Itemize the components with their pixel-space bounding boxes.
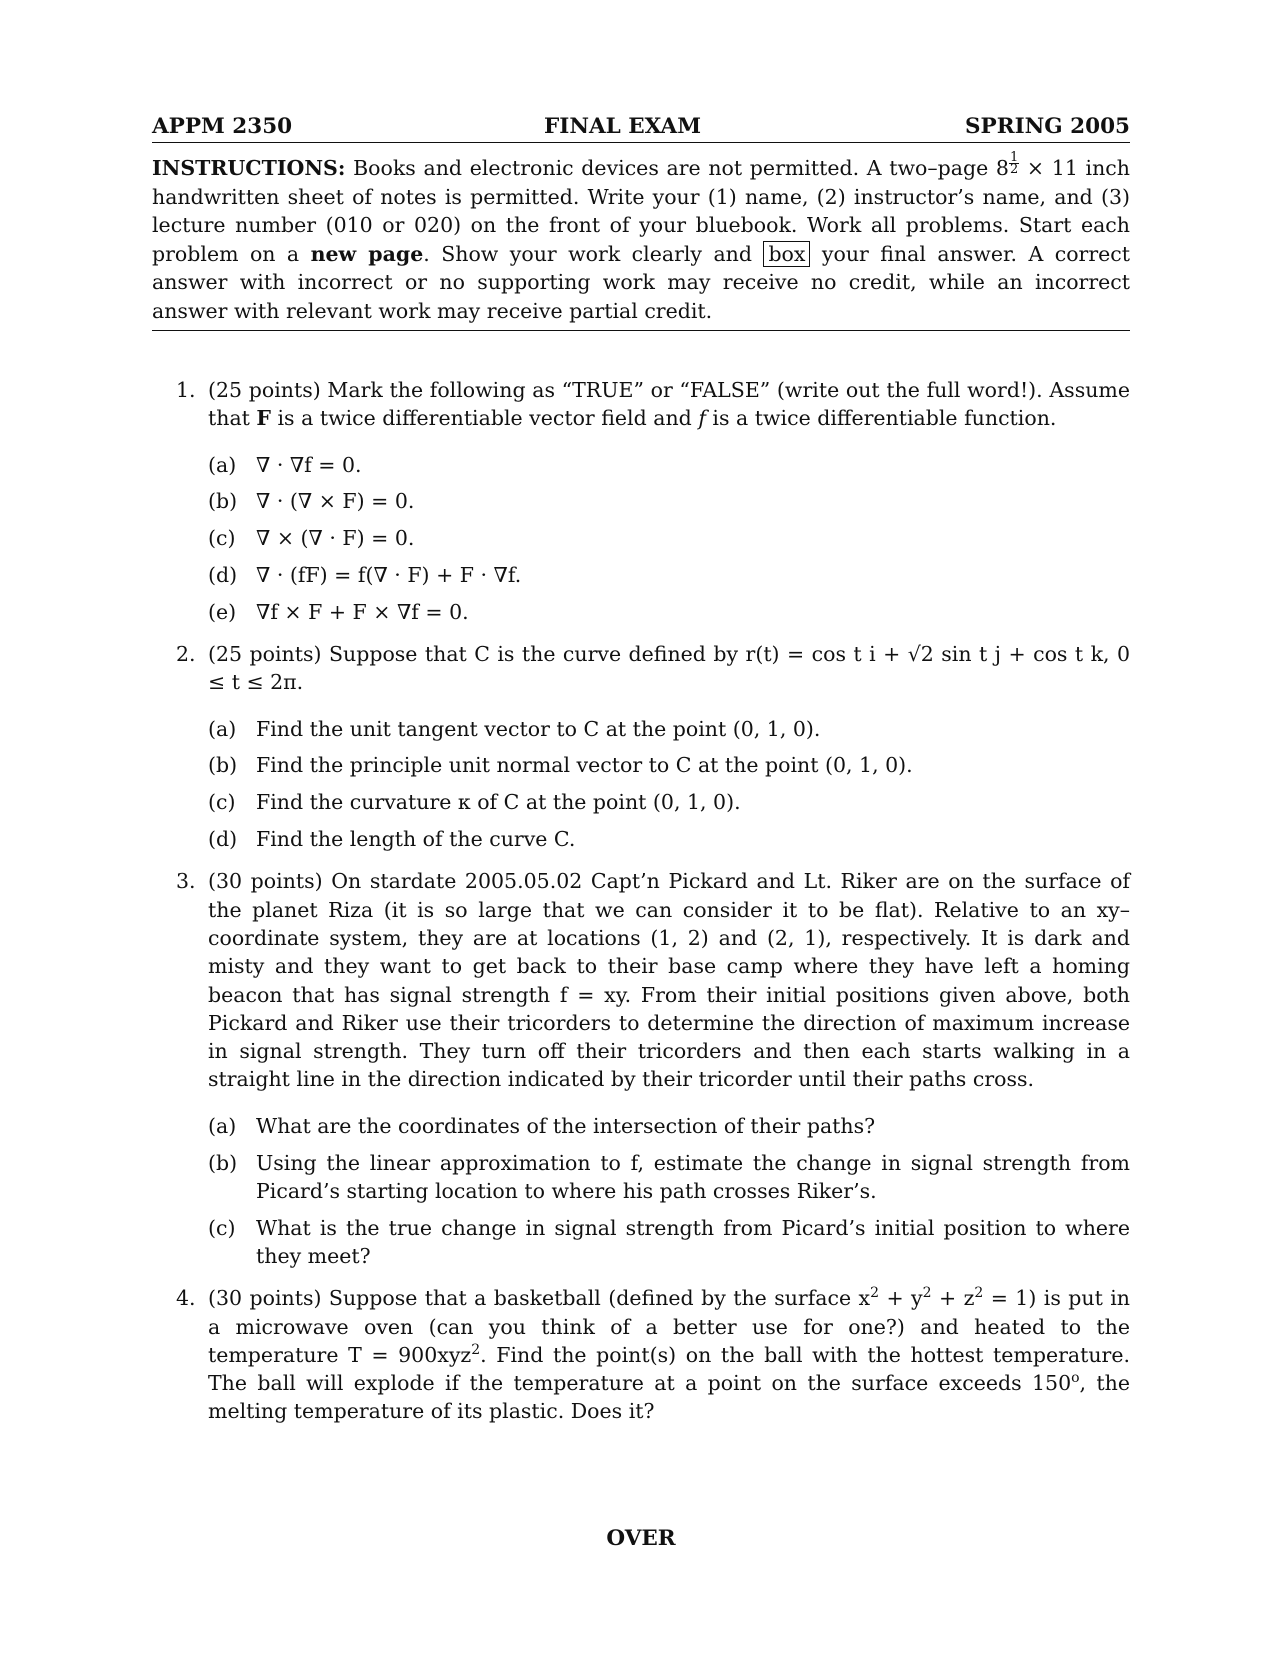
problem-part — [208, 524, 1130, 552]
instructions-text-1: Books and electronic devices are not permitted. A two–page 8 — [345, 156, 1009, 180]
problem-part — [208, 1214, 1130, 1271]
problem-text — [208, 1284, 1130, 1425]
problem-part — [208, 751, 1130, 779]
problem-part — [208, 1112, 1130, 1140]
part-label: (a) — [208, 1113, 237, 1138]
problem-2 — [152, 640, 1130, 853]
problem-text — [208, 376, 1130, 433]
part-label: (e) — [208, 599, 237, 624]
exponent: 2 — [870, 1285, 880, 1302]
instructions-label: INSTRUCTIONS: — [152, 156, 346, 180]
instructions-text-4: your final answer. A correct answer with incorrect or no supporting work may receive no credit, while an incorrect answer with relevant work may receive partial credit. — [152, 241, 1130, 323]
fraction-numerator: 1 — [1009, 150, 1019, 165]
part-label: (b) — [208, 1150, 238, 1175]
part-text: ∇ · (∇ × F) = 0. — [256, 489, 415, 514]
course-code: APPM 2350 — [152, 114, 293, 139]
problem-text-part: + z — [931, 1286, 975, 1311]
part-label: (c) — [208, 526, 236, 551]
exam-title: FINAL EXAM — [544, 114, 702, 139]
part-text: Find the curvature κ of C at the point (0, 1, 0). — [256, 790, 741, 815]
part-text: ∇ · ∇f = 0. — [256, 452, 362, 477]
problem-4 — [152, 1284, 1130, 1425]
problem-text-part: is a twice differentiable function. — [705, 406, 1057, 431]
problem-text: (25 points) Suppose that C is the curve defined by r(t) = cos t i + √2 sin t j + cos t k, 0 ≤ t ≤ 2π. — [208, 642, 1130, 695]
problems-list — [152, 376, 1130, 1426]
problem-1 — [152, 376, 1130, 626]
problem-number: 4. — [176, 1286, 196, 1311]
part-text: Find the unit tangent vector to C at the point (0, 1, 0). — [256, 716, 821, 741]
part-text: ∇f × F + F × ∇f = 0. — [256, 599, 469, 624]
part-text: What is the true change in signal strength from Picard’s initial position to where they meet? — [256, 1215, 1130, 1268]
problem-parts — [208, 451, 1130, 626]
problem-number: 3. — [176, 869, 196, 894]
function-symbol: f — [698, 406, 706, 431]
instructions-block — [152, 152, 1130, 331]
instructions-text-2: × 11 inch handwritten sheet of notes is permitted. Write your (1) name, (2) instructor’s name, and (3) lecture number (010 or 020) on the front of your bluebook. Work all problems. Start each problem on a — [152, 156, 1130, 266]
degree-superscript: o — [1071, 1370, 1080, 1387]
problem-text-part: , the melting temperature of its plastic. Does it? — [208, 1371, 1130, 1424]
part-label: (b) — [208, 753, 238, 778]
exam-header — [152, 112, 1130, 143]
problem-part — [208, 1149, 1130, 1206]
problem-text-part: (30 points) Suppose that a basketball (defined by the surface x — [208, 1286, 871, 1311]
problem-part — [208, 788, 1130, 816]
problem-text-part: . Find the point(s) on the ball with the hottest temperature. The ball will explode if the temperature at a point on the surface exceeds 150 — [208, 1342, 1130, 1396]
part-label: (b) — [208, 489, 238, 514]
part-label: (c) — [208, 1215, 236, 1240]
problem-text: (30 points) On stardate 2005.05.02 Capt’n Pickard and Lt. Riker are on the surface of the planet Riza (it is so large that we can consider it to be flat). Relative to an xy–coordinate system, they are at locations (1, 2) and (2, 1), respectively. It is dark and misty and they want to get back to their base camp where they have left a homing beacon that has signal strength f = xy. From their initial positions given above, both Pickard and Riker use their tricorders to determine the direction of maximum increase in signal strength. They turn off their tricorders and then each starts walking in a straight line in the direction indicated by their tricorder until their paths cross. — [208, 869, 1130, 1092]
vector-field-symbol: F — [256, 406, 271, 431]
problem-number: 2. — [176, 642, 196, 667]
over-footer: OVER — [606, 1526, 676, 1551]
problem-number: 1. — [176, 378, 196, 402]
problem-part — [208, 715, 1130, 743]
exponent: 2 — [922, 1285, 932, 1302]
part-label: (a) — [208, 452, 237, 477]
problem-text-part: = 1) is put in a microwave oven (can you think of a better use for one?) and heated to the temperature T = 900xyz — [208, 1286, 1130, 1367]
exam-term: SPRING 2005 — [965, 114, 1130, 139]
part-label: (d) — [208, 562, 238, 587]
problem-text-part: is a twice differentiable vector field and — [270, 406, 699, 431]
problem-part — [208, 451, 1130, 479]
fraction-half — [1009, 152, 1019, 175]
boxed-word: box — [763, 241, 810, 267]
part-text: Find the principle unit normal vector to C at the point (0, 1, 0). — [256, 753, 913, 778]
part-label: (a) — [208, 716, 237, 741]
problem-parts — [208, 715, 1130, 854]
problem-part — [208, 561, 1130, 589]
part-text: ∇ × (∇ · F) = 0. — [256, 526, 415, 551]
fraction-denominator: 2 — [1009, 162, 1019, 177]
exponent: 2 — [974, 1285, 984, 1302]
problem-text-part: (25 points) Mark the following as “TRUE” or “FALSE” (write out the full word!). Assume that — [208, 378, 1130, 431]
instructions-text-3: . Show your work clearly and — [423, 241, 764, 266]
part-text: Using the linear approximation to f, estimate the change in signal strength from Picard’s starting location to where his path crosses Riker’s. — [256, 1150, 1130, 1203]
part-label: (c) — [208, 790, 236, 815]
problem-part — [208, 825, 1130, 853]
part-text: What are the coordinates of the intersection of their paths? — [256, 1113, 876, 1138]
part-text: ∇ · (fF) = f(∇ · F) + F · ∇f. — [256, 562, 522, 587]
problem-part — [208, 598, 1130, 626]
problem-text-part: + y — [879, 1286, 923, 1311]
problem-part — [208, 487, 1130, 515]
part-text: Find the length of the curve C. — [256, 827, 576, 852]
part-label: (d) — [208, 827, 238, 852]
problem-3 — [152, 867, 1130, 1270]
exponent: 2 — [471, 1341, 481, 1358]
problem-parts — [208, 1112, 1130, 1270]
new-page-phrase: new page — [310, 241, 424, 266]
